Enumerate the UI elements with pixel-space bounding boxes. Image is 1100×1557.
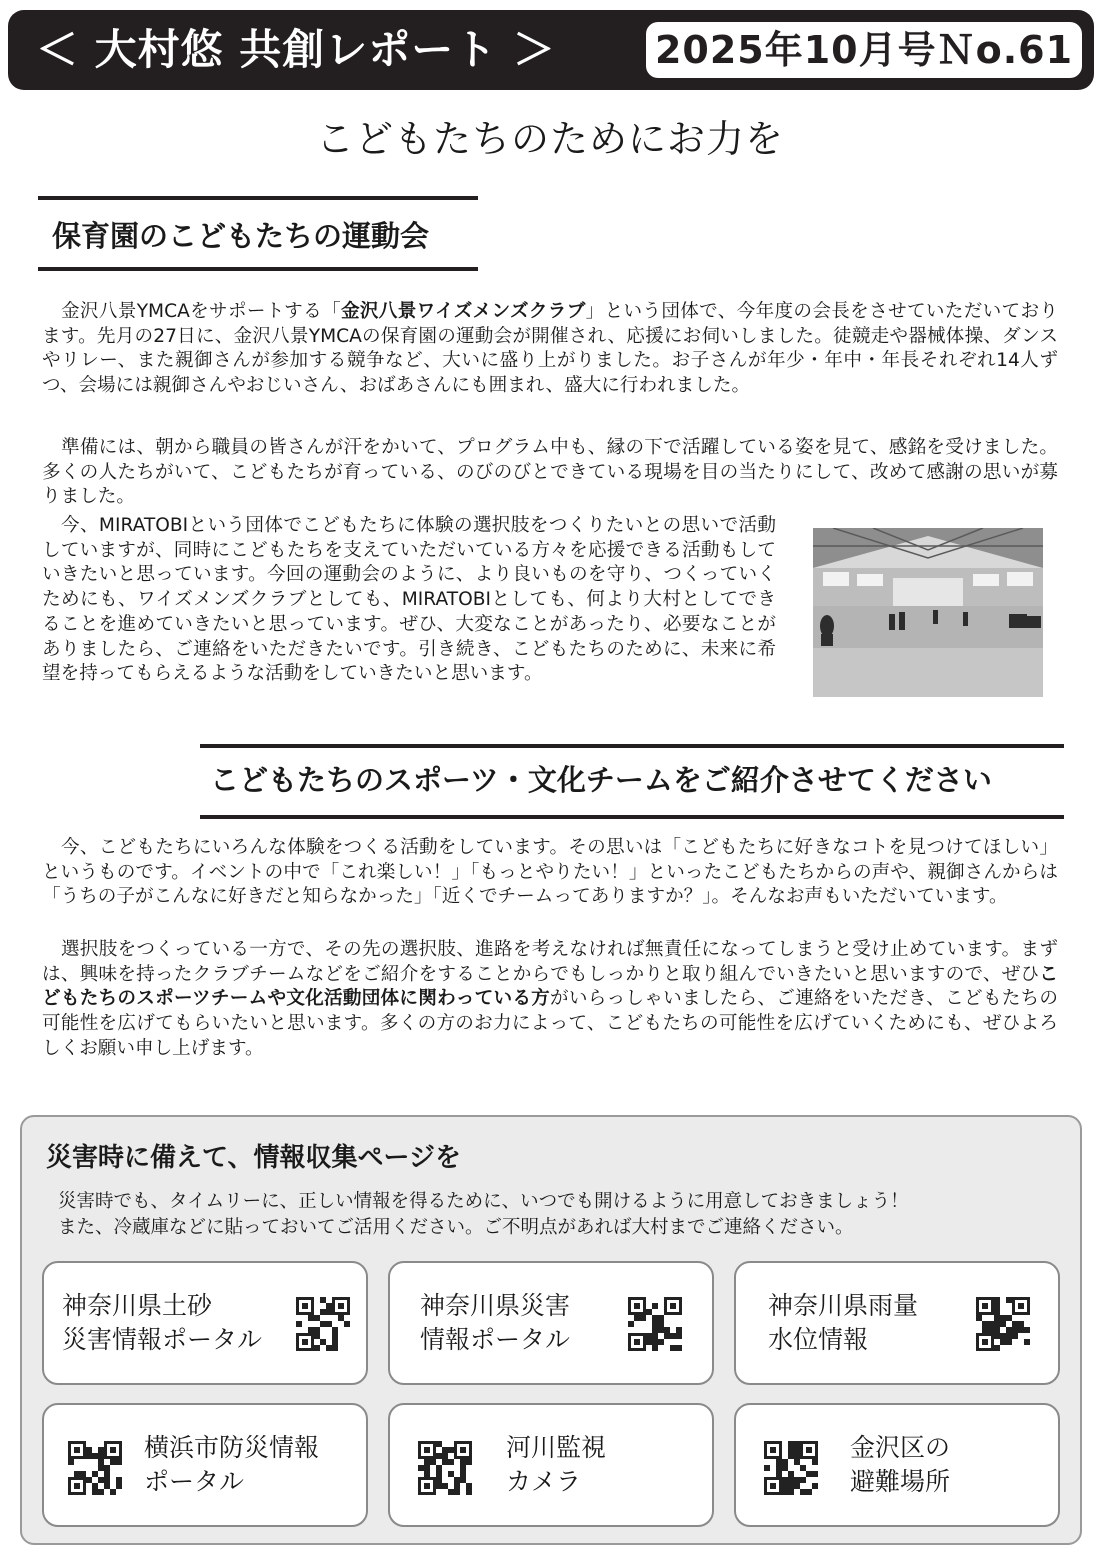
card-label-line2: 避難場所 — [850, 1467, 951, 1496]
disaster-info-box — [20, 1115, 1082, 1545]
link-card-kanagawa-disaster[interactable] — [388, 1261, 714, 1385]
section2-rule-bottom — [200, 815, 1064, 819]
disaster-box-desc-1: 災害時でも、タイムリーに、正しい情報を得るために、いつでも開けるように用意しておきましょう！ — [58, 1191, 909, 1212]
card-label-line2: 情報ポータル — [420, 1325, 571, 1354]
link-card-river-camera[interactable] — [388, 1403, 714, 1527]
issue-number: 2025年10月号Ｎo.61 — [646, 22, 1082, 78]
disaster-box-title: 災害時に備えて、情報収集ページを — [46, 1143, 461, 1173]
section2-paragraph-1: 今、こどもたちにいろんな体験をつくる活動をしています。その思いは「こどもたちに好きなコトを見つけてほしい」というものです。イベントの中で「これ楽しい！」「もっとやりたい！」といったこどもたちからの声や、親御さんからは「うちの子がこんなに好きだと知らなかった」「近くでチームってありますか？」。そんなお声もいただいています。 — [42, 837, 1058, 908]
section2-title: こどもたちのスポーツ・文化チームをご紹介させてください — [210, 763, 992, 797]
card-label-line1: 神奈川県土砂 — [62, 1291, 213, 1320]
highlight-request: こどもたちのスポーツチームや文化活動団体に関わっている方 — [42, 963, 1058, 1010]
card-label-line1: 神奈川県災害 — [420, 1291, 571, 1320]
card-label-line1: 横浜市防災情報 — [144, 1433, 320, 1462]
section1-rule-top — [38, 196, 478, 200]
card-label-line1: 神奈川県雨量 — [768, 1291, 919, 1320]
qr-code-icon[interactable] — [976, 1297, 1030, 1351]
card-label-line1: 金沢区の — [850, 1433, 951, 1462]
link-card-kanagawa-rainfall[interactable] — [734, 1261, 1060, 1385]
section2-rule-top — [200, 744, 1064, 748]
link-card-kanazawa-shelter[interactable] — [734, 1403, 1060, 1527]
disaster-box-desc-2: また、冷蔵庫などに貼っておいてご活用ください。ご不明点があれば大村までご連絡ください。 — [58, 1217, 854, 1238]
card-label-line2: ポータル — [144, 1467, 245, 1496]
gym-photo — [813, 528, 1043, 697]
card-label-line2: カメラ — [506, 1467, 582, 1496]
report-header — [8, 10, 1094, 90]
section1-paragraph-3: 今、MIRATOBIという団体でこどもたちに体験の選択肢をつくりたいとの思いで活動していますが、同時にこどもたちを支えていただいている方々を応援できる活動もしていきたいと思っています。今回の運動会のように、より良いものを守り、つくっていくためにも、ワイズメンズクラブとしても、MIRATOBIとしても、何より大村としてできることを進めていきたいと思っています。ぜひ、大変なことがあったり、必要なことがありましたら、ご連絡をいただきたいです。引き続き、こどもたちのために、未来に希望を持ってもらえるような活動をしていきたいと思います。 — [42, 515, 776, 685]
section1-paragraph-2: 準備には、朝から職員の皆さんが汗をかいて、プログラム中も、縁の下で活躍している姿を見て、感銘を受けました。多くの人たちがいて、こどもたちが育っている、のびのびとできている現場を目の当たりにして、改めて感謝の思いが募りました。 — [42, 437, 1058, 508]
club-name: 金沢八景ワイズメンズクラブ — [340, 301, 586, 322]
section1-title: 保育園のこどもたちの運動会 — [52, 219, 430, 253]
qr-code-icon[interactable] — [628, 1297, 682, 1351]
qr-code-icon[interactable] — [296, 1297, 350, 1351]
qr-code-icon[interactable] — [418, 1441, 472, 1495]
page-title: こどもたちのためにお力を — [315, 117, 784, 161]
qr-code-icon[interactable] — [764, 1441, 818, 1495]
qr-code-icon[interactable] — [68, 1441, 122, 1495]
section2-paragraph-2: 選択肢をつくっている一方で、その先の選択肢、進路を考えなければ無責任になってしまうと受け止めています。まずは、興味を持ったクラブチームなどをご紹介をすることからでもしっかりと取り組んでいきたいと思いますので、ぜひこどもたちのスポーツチームや文化活動団体に関わっている方がいらっしゃいましたら、ご連絡をいただき、こどもたちの可能性を広げてもらいたいと思います。多くの方のお力によって、こどもたちの可能性を広げていくためにも、ぜひよろしくお願い申し上げます。 — [42, 939, 1058, 1059]
card-label-line2: 水位情報 — [768, 1325, 869, 1354]
card-label-line1: 河川監視 — [506, 1433, 607, 1462]
section1-paragraph-1: 金沢八景YMCAをサポートする「金沢八景ワイズメンズクラブ」という団体で、今年度の会長をさせていただいております。先月の27日に、金沢八景YMCAの保育園の運動会が開催され、応援にお伺いしました。徒競走や器械体操、ダンスやリレー、また親御さんが参加する競争など、大いに盛り上がりました。お子さんが年少・年中・年長それぞれ14人ずつ、会場には親御さんやおじいさん、おばあさんにも囲まれ、盛大に行われました。 — [42, 301, 1058, 397]
card-label-line2: 災害情報ポータル — [62, 1325, 263, 1354]
link-card-kanagawa-sediment[interactable] — [42, 1261, 368, 1385]
link-card-yokohama-bousai[interactable] — [42, 1403, 368, 1527]
section1-rule-bottom — [38, 267, 478, 271]
report-title: ＜ 大村悠 共創レポート ＞ — [36, 25, 556, 74]
